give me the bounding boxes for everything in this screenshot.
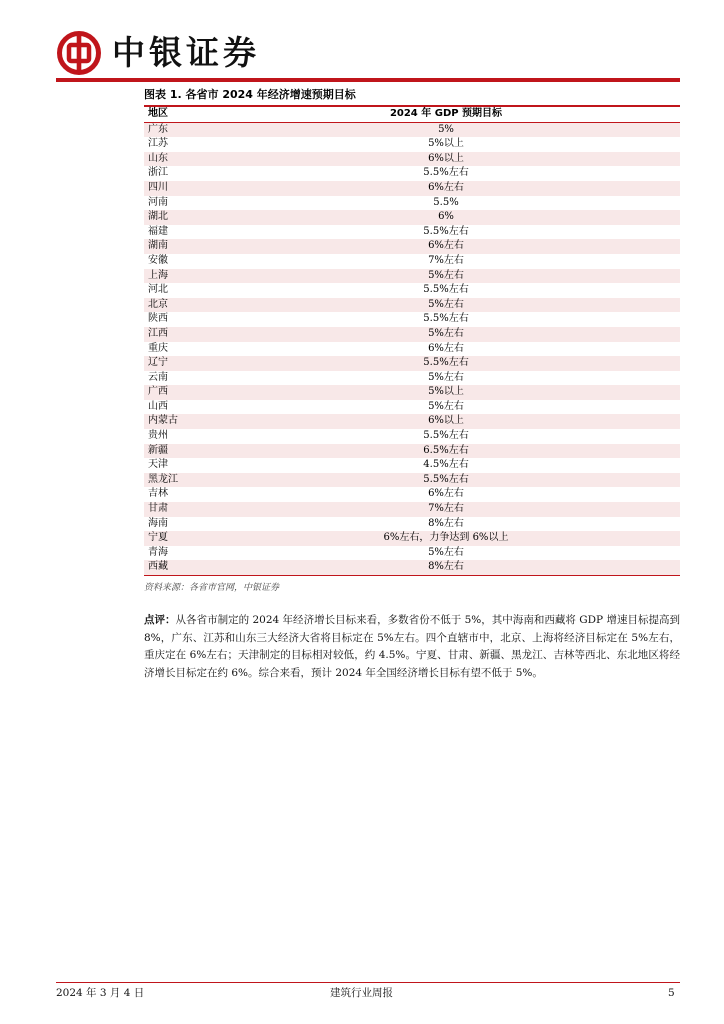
target-cell: 5.5%左右 [423, 430, 469, 442]
table-row [144, 327, 680, 342]
table-title: 图表 1. 各省市 2024 年经济增速预期目标 [144, 88, 356, 101]
region-cell: 浙江 [148, 167, 168, 179]
column-header-region: 地区 [148, 108, 168, 119]
table-row [144, 181, 680, 196]
region-cell: 云南 [148, 371, 168, 383]
region-cell: 山东 [144, 152, 212, 167]
target-cell: 6%左右 [212, 239, 680, 254]
footer-report-name: 建筑行业周报 [330, 987, 393, 999]
table-row [144, 517, 680, 532]
region-cell: 河南 [148, 196, 168, 208]
comment-label: 点评： [144, 614, 176, 626]
table-row [144, 458, 680, 473]
table-row [144, 444, 680, 459]
target-cell: 5.5% [433, 196, 459, 208]
region-cell: 海南 [148, 517, 168, 529]
region-cell: 江苏 [148, 138, 168, 150]
table-row [144, 298, 680, 313]
region-cell: 西藏 [144, 560, 212, 575]
page-header [56, 30, 676, 76]
region-cell: 广东 [144, 123, 212, 138]
table-row [144, 502, 680, 517]
table-row [144, 414, 680, 429]
target-cell: 5%以上 [212, 385, 680, 400]
target-cell: 5.5%左右 [212, 473, 680, 488]
table-row [144, 269, 680, 284]
header-rule [56, 78, 680, 82]
target-cell: 7%左右 [428, 254, 464, 266]
target-cell: 5.5%左右 [423, 167, 469, 179]
table-row [144, 254, 680, 269]
target-cell: 5%左右 [212, 298, 680, 313]
footer-rule [56, 982, 680, 983]
table-row [144, 356, 680, 371]
gdp-target-table [144, 105, 680, 576]
target-cell: 5%以上 [428, 138, 464, 150]
region-cell: 天津 [148, 459, 168, 471]
column-header-target: 2024 年 GDP 预期目标 [389, 108, 503, 119]
region-cell: 宁夏 [144, 531, 212, 546]
table-row [144, 531, 680, 546]
region-cell: 陕西 [148, 313, 168, 325]
target-cell: 6%左右 [212, 181, 680, 196]
region-cell: 黑龙江 [144, 473, 212, 488]
region-cell: 江西 [144, 327, 212, 342]
target-cell: 5% [212, 123, 680, 138]
region-cell: 甘肃 [144, 502, 212, 517]
footer-page-number: 5 [668, 987, 675, 999]
comment-text: 从各省市制定的 2024 年经济增长目标来看，多数省份不低于 5%，其中海南和西藏将 GDP 增速目标提高到 8%，广东、江苏和山东三大经济大省将目标定在 5%左右。四个直辖市中，北京、上海将经济目标定在 5%左右，重庆定在 6%左右；天津制定的目标相对较低，约 4.5%。宁夏、甘肃、新疆、黑龙江、吉林等西北、东北地区将经济增长目标定在约 6%。综合来看，预计 2024 年全国经济增长目标有望不低于 5%。 [144, 614, 681, 679]
table-row [144, 400, 680, 415]
region-cell: 广西 [144, 385, 212, 400]
table-bottom-rule [144, 575, 680, 576]
target-cell: 5%左右 [428, 371, 464, 383]
table-row [144, 225, 680, 240]
region-cell: 北京 [144, 298, 212, 313]
target-cell: 5.5%左右 [423, 225, 469, 237]
region-cell: 吉林 [148, 488, 168, 500]
table-row [144, 123, 680, 138]
table-row [144, 546, 680, 561]
region-cell: 重庆 [148, 342, 168, 354]
table-row [144, 166, 680, 181]
target-cell: 8%左右 [428, 517, 464, 529]
table-header-row [144, 107, 680, 122]
target-cell: 6.5%左右 [212, 444, 680, 459]
region-cell: 新疆 [144, 444, 212, 459]
region-cell: 辽宁 [144, 356, 212, 371]
target-cell: 8%左右 [212, 560, 680, 575]
table-row [144, 342, 680, 357]
table-row [144, 239, 680, 254]
target-cell: 6%以上 [212, 152, 680, 167]
table-row [144, 371, 680, 386]
region-cell: 安徽 [148, 254, 168, 266]
brand-name: 中银证券 [112, 33, 260, 72]
target-cell: 5%左右 [212, 269, 680, 284]
region-cell: 贵州 [148, 430, 168, 442]
target-cell: 6%左右，力争达到 6%以上 [212, 531, 680, 546]
target-cell: 5.5%左右 [212, 356, 680, 371]
region-cell: 福建 [148, 225, 168, 237]
target-cell: 6%以上 [212, 414, 680, 429]
table-row [144, 137, 680, 152]
table-row [144, 283, 680, 298]
table-row [144, 312, 680, 327]
footer-date: 2024 年 3 月 4 日 [56, 987, 145, 999]
target-cell: 6%左右 [428, 342, 464, 354]
target-cell: 6%左右 [428, 488, 464, 500]
table-row [144, 196, 680, 211]
table-row [144, 385, 680, 400]
target-cell: 7%左右 [212, 502, 680, 517]
region-cell: 内蒙古 [144, 414, 212, 429]
table-row [144, 473, 680, 488]
region-cell: 青海 [148, 546, 168, 558]
region-cell: 湖北 [144, 210, 212, 225]
region-cell: 上海 [144, 269, 212, 284]
bank-of-china-logo-icon [56, 30, 102, 76]
target-cell: 5.5%左右 [423, 284, 469, 296]
table-row [144, 487, 680, 502]
target-cell: 5%左右 [428, 400, 464, 412]
region-cell: 河北 [148, 284, 168, 296]
table-row [144, 210, 680, 225]
table-row [144, 429, 680, 444]
target-cell: 4.5%左右 [423, 459, 469, 471]
target-cell: 6% [212, 210, 680, 225]
table-row [144, 152, 680, 167]
target-cell: 5.5%左右 [423, 313, 469, 325]
region-cell: 山西 [148, 400, 168, 412]
table-source: 资料来源：各省市官网，中银证券 [144, 583, 280, 593]
table-row [144, 560, 680, 575]
region-cell: 湖南 [144, 239, 212, 254]
target-cell: 5%左右 [428, 546, 464, 558]
target-cell: 5%左右 [212, 327, 680, 342]
comment-paragraph [144, 612, 680, 682]
region-cell: 四川 [144, 181, 212, 196]
